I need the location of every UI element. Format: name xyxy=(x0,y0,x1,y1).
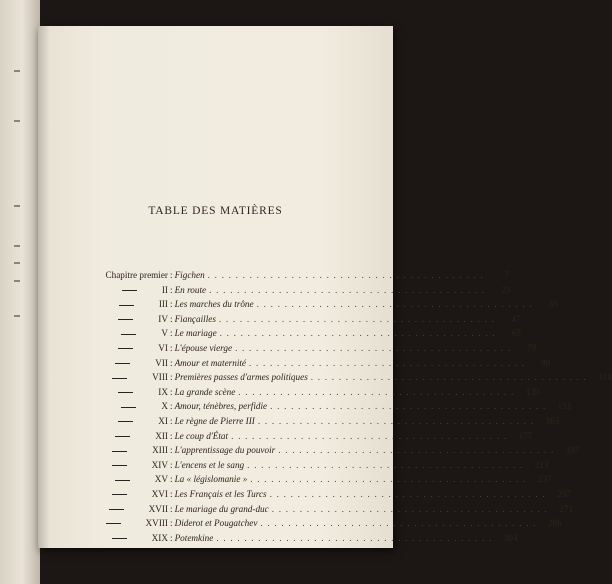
toc-separator: : xyxy=(170,518,173,529)
toc-leader-dots: . . . . . . . . . . . . . . . . . . . . . . . . . . . . . . . . . . . . . . . . xyxy=(235,342,512,353)
toc-ditto-dash xyxy=(115,363,130,364)
toc-chapter-number: XII xyxy=(155,430,168,441)
toc-separator: : xyxy=(170,415,173,426)
toc-chapter-title: Les marches du trône xyxy=(174,299,254,310)
toc-page-number: 99 xyxy=(541,357,551,368)
toc-ditto-dash xyxy=(112,538,127,539)
toc-chapter-title: Potemkine xyxy=(174,532,214,543)
toc-chapter-number: III xyxy=(158,299,168,310)
toc-chapter-label xyxy=(68,399,168,414)
toc-page-number: 151 xyxy=(557,401,572,412)
toc-separator: : xyxy=(170,342,173,353)
toc-leader-dots: . . . . . . . . . . . . . . . . . . . . . . . . . . . . . . . . . . . . . . . . xyxy=(271,503,548,514)
toc-chapter-label xyxy=(68,458,168,473)
toc-entry xyxy=(68,341,537,356)
toc-chapter-title: La « législomanie » xyxy=(174,474,248,485)
toc-page-number: 118 xyxy=(598,372,612,383)
toc-chapter-title: En route xyxy=(174,284,207,295)
toc-leader-dots: . . . . . . . . . . . . . . . . . . . . . . . . . . . . . . . . . . . . . . . . xyxy=(250,474,527,485)
toc-leader-dots: . . . . . . . . . . . . . . . . . . . . . . . . . . . . . . . . . . . . . . . . xyxy=(278,445,555,456)
toc-chapter-label xyxy=(68,356,168,371)
toc-entry xyxy=(68,312,521,327)
toc-chapter-title: Le mariage du grand-duc xyxy=(174,503,269,514)
toc-separator: : xyxy=(170,459,173,470)
toc-ditto-dash xyxy=(106,523,121,524)
toc-chapter-title: L'apprentissage du pouvoir xyxy=(174,445,276,456)
toc-chapter-label xyxy=(68,326,168,341)
toc-chapter-label xyxy=(68,443,168,458)
toc-chapter-number: XVIII xyxy=(145,518,168,529)
edge-mark xyxy=(14,262,20,264)
toc-leader-dots: . . . . . . . . . . . . . . . . . . . . . . . . . . . . . . . . . . . . . . . . xyxy=(257,415,535,426)
toc-entry xyxy=(68,283,511,298)
toc-chapter-label xyxy=(68,297,168,312)
toc-leader-dots: . . . . . . . . . . . . . . . . . . . . . . . . . . . . . . . . . . . . . . . . xyxy=(231,430,508,441)
toc-separator: : xyxy=(170,445,173,456)
edge-mark xyxy=(14,70,20,72)
toc-ditto-dash xyxy=(118,392,133,393)
toc-chapter-label xyxy=(68,487,168,502)
toc-chapter-number: XIII xyxy=(152,445,168,456)
toc-ditto-dash xyxy=(112,494,127,495)
edge-mark xyxy=(14,205,20,207)
toc-chapter-number: XV xyxy=(154,474,168,485)
toc-page-number: 47 xyxy=(510,313,521,324)
toc-entry xyxy=(68,399,572,414)
toc-ditto-dash xyxy=(119,305,134,306)
toc-entry xyxy=(68,516,562,531)
toc-leader-dots: . . . . . . . . . . . . . . . . . . . . . . . . . . . . . . . . . . . . . . . . xyxy=(216,532,493,543)
toc-separator: : xyxy=(170,313,173,324)
toc-chapter-label xyxy=(68,283,168,298)
toc-separator: : xyxy=(170,328,173,339)
toc-chapter-number: VII xyxy=(155,357,168,368)
toc-separator: : xyxy=(170,284,173,295)
table-of-contents xyxy=(68,268,612,545)
toc-page-number: 271 xyxy=(559,503,573,514)
toc-leader-dots: . . . . . . . . . . . . . . . . . . . . . . . . . . . . . . . . . . . . . . . . xyxy=(218,313,496,324)
toc-leader-dots: . . . . . . . . . . . . . . . . . . . . . . . . . . . . . . . . . . . . . . . . xyxy=(207,270,484,280)
left-page-edge xyxy=(0,0,40,584)
toc-chapter-title: Le règne de Pierre III xyxy=(174,415,255,426)
toc-entry xyxy=(68,531,518,546)
toc-separator: : xyxy=(170,488,173,499)
toc-chapter-title: L'encens et le sang xyxy=(174,459,245,470)
toc-entry xyxy=(68,472,552,487)
toc-page-number: 213 xyxy=(534,459,549,470)
toc-chapter-number: XIX xyxy=(151,532,168,543)
toc-ditto-dash xyxy=(118,319,133,320)
toc-leader-dots: . . . . . . . . . . . . . . . . . . . . . . . . . . . . . . . . . . . . . . . . xyxy=(260,518,537,529)
toc-page-number: 286 xyxy=(547,518,562,529)
toc-chapter-title: Le mariage xyxy=(174,328,217,339)
toc-chapter-label xyxy=(68,312,168,327)
toc-chapter-number: Chapitre premier xyxy=(105,270,168,280)
toc-separator: : xyxy=(170,372,173,383)
toc-page-number: 35 xyxy=(548,299,558,310)
toc-separator: : xyxy=(170,401,173,412)
toc-ditto-dash xyxy=(121,407,136,408)
toc-separator: : xyxy=(170,386,173,397)
toc-ditto-dash xyxy=(112,451,127,452)
toc-chapter-label xyxy=(68,516,168,531)
toc-chapter-number: VIII xyxy=(152,372,168,383)
toc-entry xyxy=(68,370,612,385)
toc-chapter-number: V xyxy=(161,328,168,339)
toc-page-number: 304 xyxy=(503,532,518,543)
toc-leader-dots: . . . . . . . . . . . . . . . . . . . . . . . . . . . . . . . . . . . . . . . . xyxy=(256,299,533,310)
toc-page-number: 7 xyxy=(504,270,509,280)
toc-chapter-label xyxy=(68,414,168,429)
toc-chapter-title: La grande scène xyxy=(174,386,236,397)
toc-ditto-dash xyxy=(115,480,130,481)
toc-chapter-title: Le coup d'État xyxy=(174,430,229,441)
toc-entry xyxy=(68,297,558,312)
toc-separator: : xyxy=(170,430,173,441)
toc-entry xyxy=(68,385,540,400)
toc-chapter-title: Diderot et Pougatchev xyxy=(174,518,258,529)
toc-entry xyxy=(68,414,560,429)
toc-entry xyxy=(68,268,509,283)
toc-page-number: 257 xyxy=(557,488,571,499)
toc-chapter-title: Amour, ténèbres, perfidie xyxy=(174,401,268,412)
toc-entry xyxy=(68,502,573,517)
toc-page-number: 79 xyxy=(527,342,537,353)
toc-chapter-number: XVI xyxy=(151,488,168,499)
toc-page-number: 65 xyxy=(511,328,521,339)
edge-mark xyxy=(14,120,20,122)
toc-chapter-title: Fiançailles xyxy=(174,313,216,324)
toc-chapter-title: Figchen xyxy=(174,270,205,280)
toc-chapter-title: Amour et maternité xyxy=(174,357,247,368)
toc-separator: : xyxy=(170,357,173,368)
toc-leader-dots: . . . . . . . . . . . . . . . . . . . . . . . . . . . . . . . . . . . . . . . . xyxy=(238,386,515,397)
toc-chapter-number: IV xyxy=(158,313,168,324)
toc-separator: : xyxy=(170,503,173,514)
toc-separator: : xyxy=(170,270,173,280)
toc-leader-dots: . . . . . . . . . . . . . . . . . . . . . . . . . . . . . . . . . . . . . . . . xyxy=(270,401,547,412)
toc-chapter-title: L'épouse vierge xyxy=(174,342,233,353)
toc-ditto-dash xyxy=(118,421,133,422)
toc-ditto-dash xyxy=(109,509,124,510)
toc-leader-dots: . . . . . . . . . . . . . . . . . . . . . . . . . . . . . . . . . . . . . . . . xyxy=(209,284,486,295)
toc-page-number: 163 xyxy=(545,415,560,426)
toc-chapter-number: XI xyxy=(158,415,168,426)
toc-chapter-label xyxy=(68,268,168,283)
edge-mark xyxy=(14,315,20,317)
toc-ditto-dash xyxy=(112,465,127,466)
toc-chapter-number: VI xyxy=(158,342,168,353)
toc-chapter-number: XIV xyxy=(151,459,168,470)
toc-entry xyxy=(68,443,580,458)
toc-page-number: 177 xyxy=(518,430,533,441)
edge-mark xyxy=(14,245,20,247)
toc-chapter-label xyxy=(68,385,168,400)
toc-page-number: 23 xyxy=(501,284,511,295)
toc-page-number: 139 xyxy=(525,386,540,397)
toc-chapter-label xyxy=(68,341,168,356)
toc-chapter-number: II xyxy=(161,284,168,295)
toc-chapter-title: Les Français et les Turcs xyxy=(174,488,267,499)
toc-separator: : xyxy=(170,532,173,543)
toc-separator: : xyxy=(170,299,173,310)
toc-chapter-number: IX xyxy=(158,386,168,397)
toc-page-number: 197 xyxy=(565,445,580,456)
toc-entry xyxy=(68,458,549,473)
toc-entry xyxy=(68,487,571,502)
toc-chapter-label xyxy=(68,370,168,385)
toc-leader-dots: . . . . . . . . . . . . . . . . . . . . . . . . . . . . . . . . . . . . . . . . xyxy=(247,459,524,470)
toc-chapter-number: X xyxy=(161,401,168,412)
toc-chapter-label xyxy=(68,429,168,444)
toc-chapter-label xyxy=(68,502,168,517)
toc-ditto-dash xyxy=(121,334,136,335)
toc-ditto-dash xyxy=(122,290,137,291)
toc-chapter-label xyxy=(68,531,168,546)
toc-separator: : xyxy=(170,474,173,485)
toc-ditto-dash xyxy=(115,436,130,437)
book-page xyxy=(38,26,612,548)
page-fold-shadow xyxy=(38,26,50,548)
toc-ditto-dash xyxy=(118,348,133,349)
edge-mark xyxy=(14,280,20,282)
toc-leader-dots: . . . . . . . . . . . . . . . . . . . . . . . . . . . . . . . . . . . . . . . . xyxy=(269,488,546,499)
toc-entry xyxy=(68,429,533,444)
toc-chapter-label xyxy=(68,472,168,487)
page-title: TABLE DES MATIÈRES xyxy=(148,205,283,217)
toc-leader-dots: . . . . . . . . . . . . . . . . . . . . . . . . . . . . . . . . . . . . . . . . xyxy=(310,372,588,383)
toc-chapter-number: XVII xyxy=(148,503,168,514)
toc-page-number: 237 xyxy=(537,474,552,485)
toc-leader-dots: . . . . . . . . . . . . . . . . . . . . . . . . . . . . . . . . . . . . . . . . xyxy=(219,328,496,339)
toc-entry xyxy=(68,326,521,341)
toc-ditto-dash xyxy=(112,378,127,379)
toc-entry xyxy=(68,356,551,371)
toc-leader-dots: . . . . . . . . . . . . . . . . . . . . . . . . . . . . . . . . . . . . . . . . xyxy=(249,357,526,368)
toc-chapter-title: Premières passes d'armes politiques xyxy=(174,372,308,383)
